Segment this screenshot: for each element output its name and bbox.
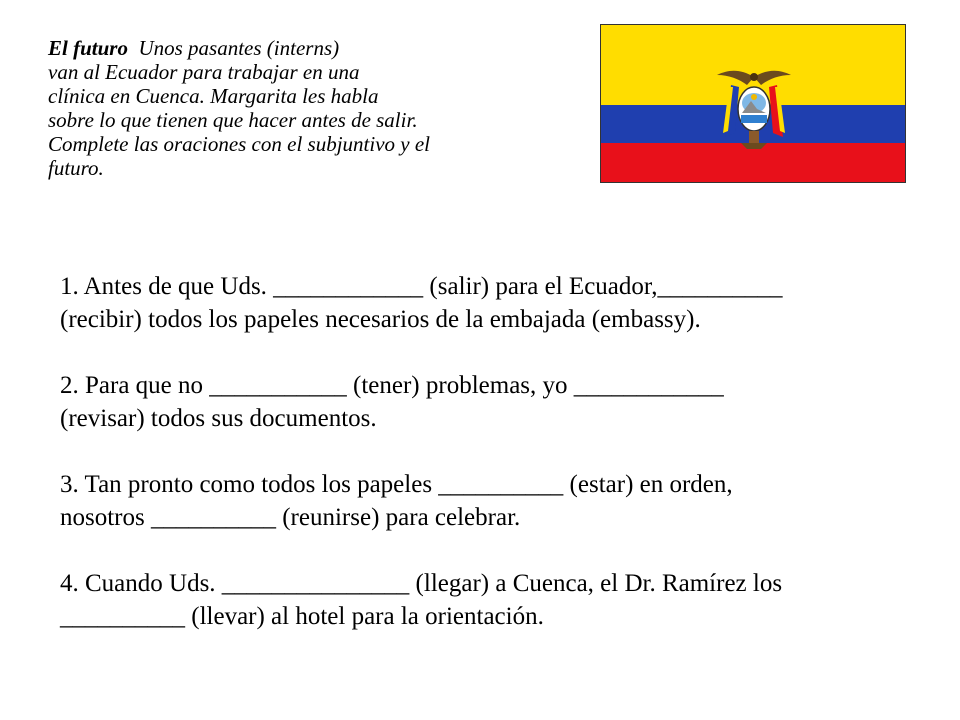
exercise-line: __________ (llevar) al hotel para la orientación. <box>60 603 544 630</box>
exercise-item-3 <box>60 468 940 534</box>
exercise-line: 3. Tan pronto como todos los papeles __________ (estar) en orden, <box>60 471 733 498</box>
instructions-line-4: sobre lo que tienen que hacer antes de salir. <box>48 108 418 132</box>
exercise-line: (revisar) todos sus documentos. <box>60 405 377 432</box>
instructions <box>48 36 568 180</box>
exercise-line: 2. Para que no ___________ (tener) problemas, yo ____________ <box>60 372 724 399</box>
title: El futuro <box>48 36 128 60</box>
flag-graphic <box>601 25 906 183</box>
exercise-item-4 <box>60 567 940 633</box>
ecuador-flag <box>600 24 906 183</box>
exercise-line: (recibir) todos los papeles necesarios de la embajada (embassy). <box>60 306 701 333</box>
instructions-line-2: van al Ecuador para trabajar en una <box>48 60 360 84</box>
exercise-item-1 <box>60 270 940 336</box>
instructions-line-1 <box>48 36 568 60</box>
exercise-line: nosotros __________ (reunirse) para celebrar. <box>60 504 521 531</box>
exercise-line: 4. Cuando Uds. _______________ (llegar) a Cuenca, el Dr. Ramírez los <box>60 570 783 597</box>
instructions-line-3: clínica en Cuenca. Margarita les habla <box>48 84 379 108</box>
instructions-line-5: Complete las oraciones con el subjuntivo y el <box>48 132 431 156</box>
instructions-text: Unos pasantes (interns) <box>138 36 340 60</box>
exercise-list <box>60 270 940 633</box>
instructions-line-6: futuro. <box>48 156 104 180</box>
exercise-line: 1. Antes de que Uds. ____________ (salir) para el Ecuador,__________ <box>60 273 783 300</box>
exercise-item-2 <box>60 369 940 435</box>
